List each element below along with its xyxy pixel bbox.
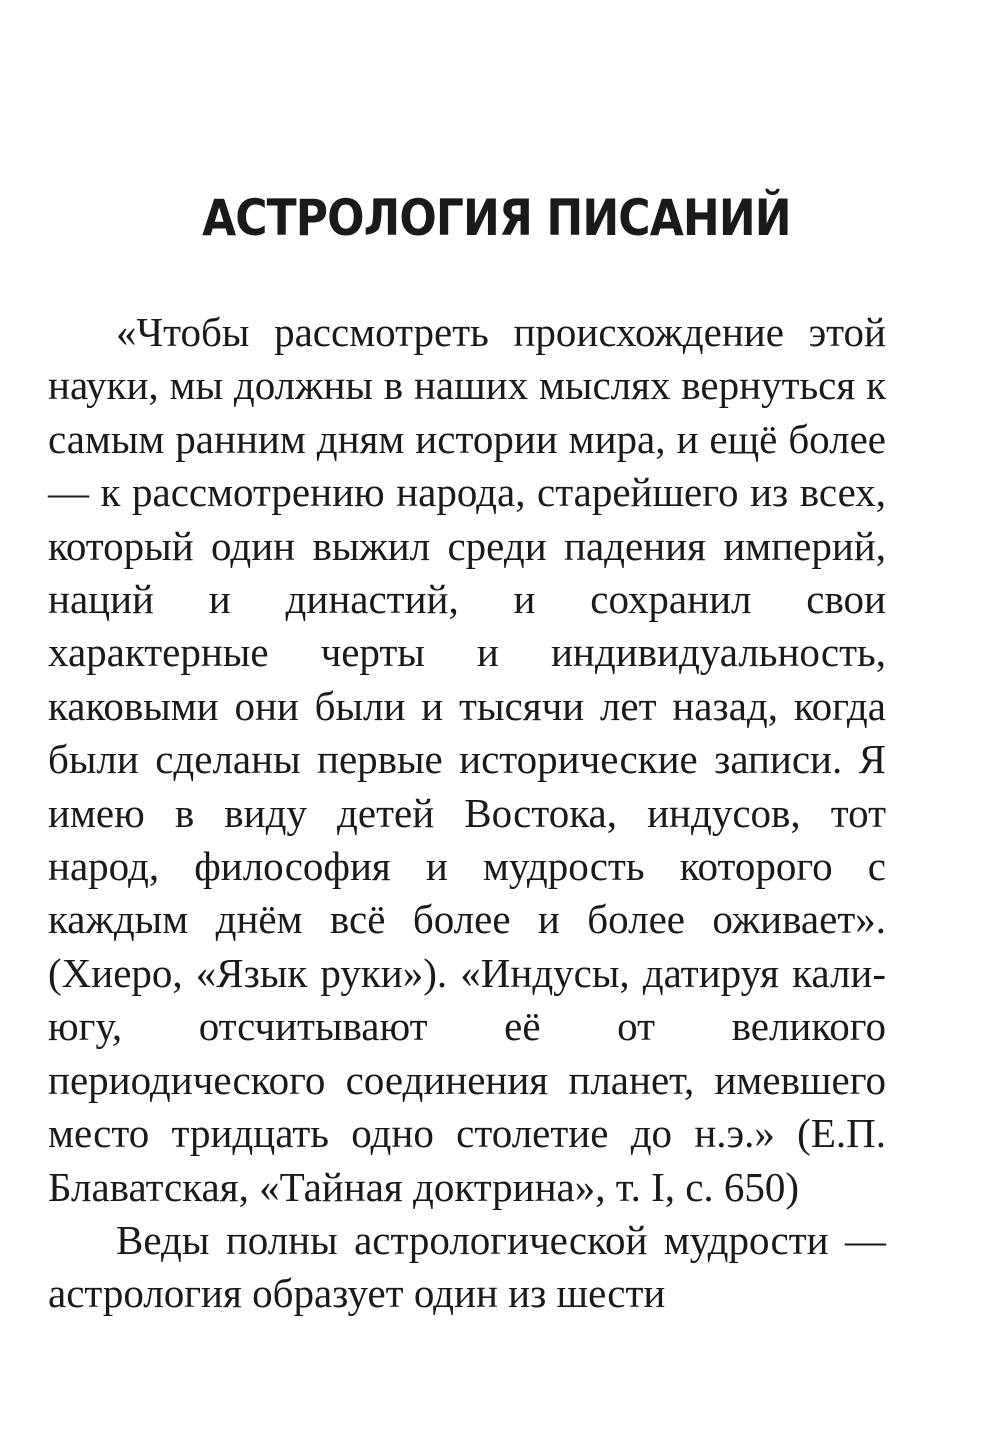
body-text [48, 306, 886, 1321]
paragraph-2: Веды полны астрологической мудрости — астрология образует один из шести [48, 1216, 886, 1317]
paragraph-1: «Чтобы рассмотреть происхождение этой науки, мы должны в наших мыслях вернуться к самым ранним дням истории мира, и ещё более — к рассмотрению народа, старейшего из всех, который один выжил среди падения империй, наций и династий, и сохранил свои характерные черты и индивидуальность, каковыми они были и тысячи лет назад, когда были сделаны первые исторические записи. Я имею в виду детей Востока, индусов, тот народ, философия и мудрость которого с каждым днём всё более и более оживает». (Хиеро, «Язык руки»). «Индусы, датируя кали-югу, отсчитывают её от великого периодического соединения планет, имевшего место тридцать одно столетие до н.э.» (Е.П. Блаватская, «Тайная доктрина», т. I, с. 650) [48, 309, 886, 1210]
chapter-title: АСТРОЛОГИЯ ПИСАНИЙ [202, 189, 791, 247]
